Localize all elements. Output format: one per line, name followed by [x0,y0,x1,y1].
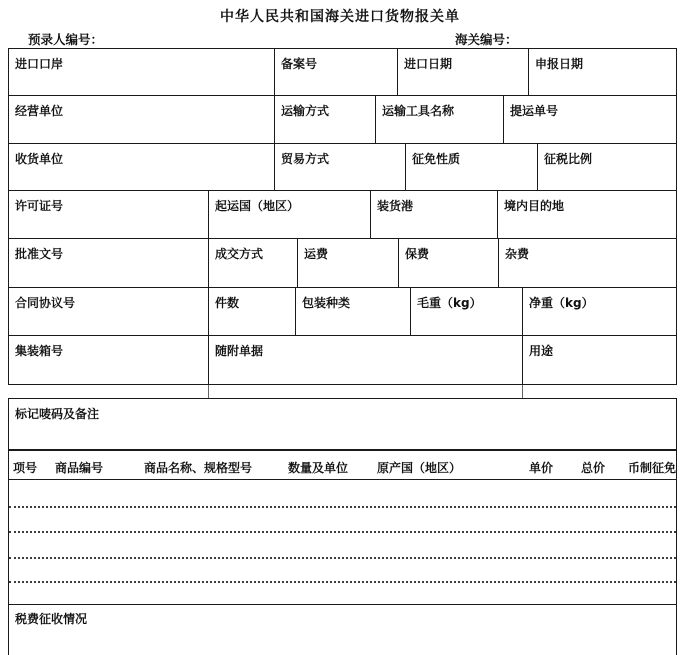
field-import-port: 进口口岸 [9,49,275,95]
field-record-number: 备案号 [275,49,398,95]
col-header-quantity-unit: 数量及单位 [288,461,349,475]
col-header-commodity-name-spec: 商品名称、规格型号 [144,461,253,475]
table-row [9,191,676,239]
field-purpose: 用途 [529,344,554,358]
field-transport-mode: 运输方式 [275,96,376,143]
field-container-number: 集装箱号 [9,336,209,384]
field-gross-weight: 毛重（kg） [411,288,523,335]
goods-row-ruling [9,531,676,533]
field-consignee-unit: 收货单位 [9,144,275,190]
goods-list-table [8,450,677,655]
field-declaration-date: 申报日期 [535,57,584,71]
field-levy-exempt-nature: 征免性质 [406,144,538,190]
col-header-levy-exempt: 征免 [652,461,677,475]
table-row [9,288,676,336]
table-row [9,239,676,288]
field-package-type: 包装种类 [296,288,411,335]
field-contract-number: 合同协议号 [9,288,209,335]
field-import-date: 进口日期 [398,49,529,95]
field-departure-country: 起运国（地区） [209,191,371,238]
col-header-item-no: 项号 [13,461,38,475]
field-misc-fees: 杂费 [505,247,530,261]
customs-number-label: 海关编号： [455,32,518,47]
col-header-total-price: 总价 [581,461,606,475]
goods-row-ruling [9,581,676,583]
field-attached-documents: 随附单据 [209,336,523,384]
field-operating-unit: 经营单位 [9,96,275,143]
marks-remarks-label: 标记唛码及备注 [15,407,100,421]
table-row [9,96,676,144]
field-transport-tool-name: 运输工具名称 [376,96,504,143]
field-domestic-destination: 境内目的地 [504,199,565,213]
field-transaction-mode: 成交方式 [209,239,298,287]
field-insurance: 保费 [399,239,499,287]
main-info-table [8,48,677,385]
col-header-unit-price: 单价 [529,461,554,475]
field-approval-number: 批准文号 [9,239,209,287]
form-title: 中华人民共和国海关进口货物报关单 [220,9,460,25]
field-package-count: 件数 [209,288,296,335]
tax-section-divider [9,604,676,605]
field-loading-port: 装货港 [371,191,498,238]
goods-row-ruling [9,506,676,508]
marks-remarks-box [8,398,677,450]
goods-table-header-row [9,451,676,480]
scan-line-artifact [522,385,523,398]
goods-row-ruling [9,557,676,559]
table-row [9,49,676,96]
tax-collection-label: 税费征收情况 [15,612,88,626]
field-freight: 运费 [298,239,399,287]
table-row [9,336,676,384]
pre-entry-number-label: 预录人编号： [28,32,104,47]
field-bill-of-lading-number: 提运单号 [510,104,559,118]
field-tax-ratio: 征税比例 [544,152,593,166]
field-trade-mode: 贸易方式 [275,144,406,190]
field-license-number: 许可证号 [9,191,209,238]
col-header-commodity-code: 商品编号 [55,461,104,475]
col-header-currency: 币制 [628,461,653,475]
scan-line-artifact [208,385,209,398]
col-header-origin-country: 原产国（地区） [377,461,462,475]
field-net-weight: 净重（kg） [529,296,594,310]
table-row [9,144,676,191]
